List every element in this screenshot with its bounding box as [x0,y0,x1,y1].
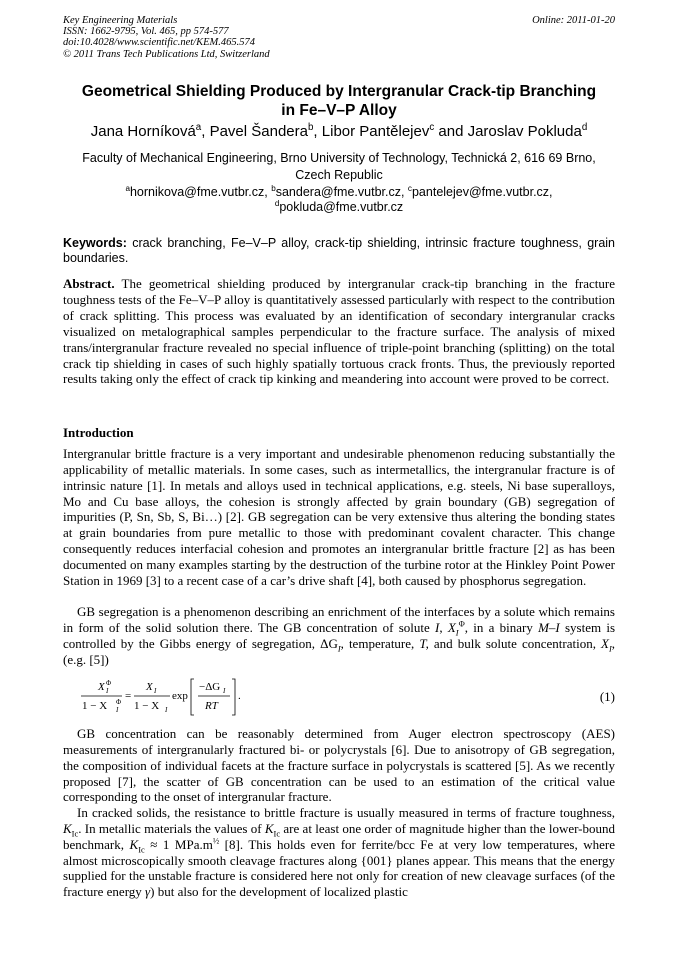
math-var: X [447,619,456,635]
text-run: are at least one order of magnitude higher than the lower-bound benchmark, [63,820,616,852]
intro-paragraph-4 [63,805,615,900]
keywords [63,236,615,266]
eq-lhs-numerator: X [98,681,105,693]
keywords-text: crack branching, Fe–V–P alloy, crack-tip shielding, intrinsic fracture toughness, grain boundaries. [63,236,615,265]
journal-name: Key Engineering Materials [63,15,178,26]
math-var: I [435,619,440,635]
author-sep: and [434,123,468,140]
abstract-text: The geometrical shielding produced by intergranular crack-tip branching in the fracture toughness tests of the Fe–V–P alloy is quantitatively assessed particularly with respect to the contribution of crack splitting. This process was evaluated by an identification of secondary intergranular cracks visualized on metalographical samples perpendicular to the fracture surface. The analysis of mixed trans/intergranular fracture revealed no special influence of triple-point branching (splitting) on the total crack tip shielding in cases of such highly spatially tortuous crack fronts. Thus, the previously reported results taking only the effect of crack tip kinking and meandering into account were proved to be correct. [63,276,615,387]
equation-graphic [80,676,260,722]
math-sub: Ic [138,844,145,855]
math-var: K [264,820,274,836]
eq-sub: I [106,687,109,695]
section-heading: Introduction [63,425,134,440]
author-sup: d [581,122,588,133]
text-run: [8]. This holds even for ferrite/bcc Fe at very low temperatures, where almost microscopically smooth cleavage fractures along {001} planes appear. This means that the energy supplied for the unstable fracture is considered here not only for creation of new cleavage surfaces (of the fracture energy [63,836,615,900]
equation-number: (1) [599,689,615,704]
text-run: system is controlled by the Gibbs energy of segregation, ΔG [63,619,616,651]
eq-sub: I [154,687,157,695]
affiliation-line-1: Faculty of Mechanical Engineering, Brno University of Technology, Technická 2, 616 69 Brno, [82,151,596,165]
email-link[interactable]: pokluda@fme.vutbr.cz [279,200,404,214]
author-list [63,123,615,141]
math-var: K [129,836,139,852]
eq-equals: = [125,690,132,702]
text-run: , temperature, [340,635,420,651]
affiliation [63,150,615,184]
intro-paragraph-3: GB concentration can be reasonably determined from Auger electron spectroscopy (AES) measurements of intergranularly fractured bi- or polycrystals [6]. Due to anisotropy of GB segregation, the composition of individual facets at the fracture surface in polycrystals is scattered [5]. As we recently proposed [7], the scatter of GB concentration can be used to an estimation of the critical value corresponding to the onset of intergranular fracture. [63,726,615,805]
author-sep: , [201,123,210,140]
author-name: Jana Horníková [90,123,196,140]
author-name: Pavel Šandera [209,123,308,140]
math-sub: Ic [71,828,79,839]
eq-period: . [238,690,241,702]
text-run: In cracked solids, the resistance to brittle fracture is usually measured in terms of fracture toughness, [77,805,615,820]
title-line-2: in Fe–V–P Alloy [281,102,397,119]
eq-lhs-denominator: 1 − X [82,700,108,712]
eq-sub: I [223,687,226,695]
doi-line: doi:10.4028/www.scientific.net/KEM.465.574 [63,37,255,49]
author-name: Jaroslav Pokluda [467,123,582,140]
eq-right-bracket [232,679,235,715]
intro-paragraph-1: Intergranular brittle fracture is a very important and undesirable phenomenon reducing substantially the applicability of metallic materials. In some cases, such as intermetallics, the intergranular fracture is of intrinsic nature [1]. In metals and alloys used in technical applications, e.g. steels, Ni base superalloys, Mo and Cu base alloys, the cohesion is strongly affected by grain boundary (GB) segregation of impurities (P, Sn, Sb, S, Bi…) [2]. GB segregation can be very extensive thus altering the bonding states at grain boundaries from pure metallic to those with predominant covalent character. This change consequently reduces interfacial cohesion and promotes an intergranular brittle fracture [2] as has been documented on many examples starting by the destruction of the turbine rotor at the Hinkley Point Power Station in 1969 [3] to a recent case of a car’s drive shaft [4], both caused by phosphorus segregation. [63,446,615,588]
eq-sub: I [165,706,168,714]
email-sup: b [271,183,276,193]
text-run: . In metallic materials the values of [78,820,265,836]
math-var: K [63,820,72,836]
abstract-label: Abstract. [63,276,115,291]
email-link[interactable]: sandera@fme.vutbr.cz, [275,185,408,199]
copyright-line: © 2011 Trans Tech Publications Ltd, Switzerland [63,48,270,60]
email-sup: d [274,198,280,208]
math-sup: Φ [458,618,465,629]
eq-left-bracket [191,679,194,715]
online-date: Online: 2011-01-20 [532,15,615,26]
math-var: T, [419,635,429,651]
eq-exp-numerator: −ΔG [199,681,221,693]
math-sub: Ic [273,828,281,839]
text-run: , [439,619,448,635]
title-line-1: Geometrical Shielding Produced by Intergranular Crack-tip Branching [81,83,597,100]
text-run: , in a binary [464,619,539,635]
email-link[interactable]: pantelejev@fme.vutbr.cz, [411,185,553,199]
author-sup: a [195,122,202,133]
eq-sup: Φ [116,698,122,706]
equation-1 [80,676,615,722]
eq-exp: exp [172,690,188,702]
intro-paragraph-2 [63,604,615,667]
journal-header [63,15,615,60]
text-run: , (e.g. [5]) [63,635,616,667]
math-var: γ [145,884,151,900]
text-run: and bulk solute concentration, [428,635,601,651]
author-sep: , [313,123,322,140]
abstract [63,276,615,387]
email-sup: c [407,183,412,193]
author-sup: c [429,122,435,133]
eq-rhs-denominator: 1 − X [134,700,160,712]
text-run: ) but also for the development of localized plastic [150,884,408,900]
math-sub: I [608,643,612,654]
math-sub: I [337,643,341,654]
text-run: ≈ 1 MPa.m [144,836,213,852]
math-sub: I [455,627,459,638]
text-run: GB segregation is a phenomenon describing an enrichment of the interfaces by a solute which remains in form of the solid solution there. The GB concentration of solute [63,604,615,635]
paper-title [63,82,615,120]
author-sup: b [307,122,314,133]
math-var: X [601,635,609,651]
eq-rhs-numerator: X [146,681,153,693]
eq-sup: Φ [106,679,112,687]
email-link[interactable]: hornikova@fme.vutbr.cz, [129,185,272,199]
email-list [63,185,615,215]
affiliation-line-2: Czech Republic [295,168,383,182]
issn-line: ISSN: 1662-9795, Vol. 465, pp 574-577 [63,26,229,38]
eq-exp-denominator: RT [205,700,218,712]
eq-sub: I [116,706,119,714]
email-sup: a [125,183,130,193]
math-sup: ½ [212,835,220,846]
keywords-label: Keywords: [63,236,127,250]
math-var: M–I [538,619,560,635]
author-name: Libor Pantělejev [321,123,430,140]
